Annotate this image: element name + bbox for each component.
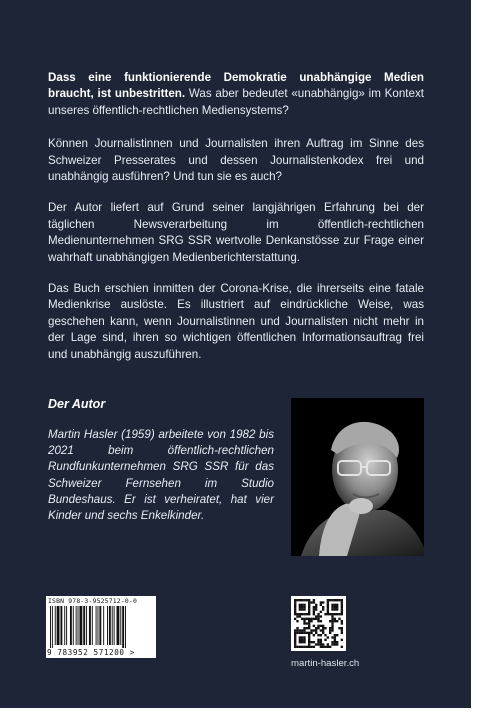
isbn-label: ISBN 978-3-9525712-0-0 [48,597,138,605]
blurb-paragraph-3: Der Autor liefert auf Grund seiner langjährigen Erfahrung bei der täglichen Newsverarbeitung im öffentlich-rechtlichen Medienunternehmen SRG SSR wertvolle Denkanstösse zur Frage einer wahrhaft unabhängigen Medienberichterstattung. [48,201,424,264]
qr-code-pattern [294,599,343,648]
barcode [46,596,156,658]
barcode-bars [50,606,152,648]
website-url[interactable]: martin-hasler.ch [291,658,360,669]
blurb-paragraph-2: Können Journalistinnen und Journalisten ihren Auftrag im Sinne des Schweizer Presserates und dessen Journalistenkodex frei und unabhängig ausführen? Und tun sie es auch? [48,137,424,184]
author-photo [291,398,424,556]
blurb-lead: Dass eine funktionierende Demokratie unabhängige Medien braucht, ist unbestritten. [48,71,424,101]
blurb-paragraph-4: Das Buch erschien inmitten der Corona-Krise, die ihrerseits eine fatale Medienkrise auslöste. Es illustriert auf eindrückliche Weise, was geschehen kann, wenn Journalistinnen und Journalisten nicht mehr in der Lage sind, ihren so wichtigen öffentlichen Informationsauftrag frei und unabhängig auszuführen. [48,282,424,361]
author-portrait-image [291,398,424,556]
blurb-paragraph-1 [48,70,424,119]
blurb-lead-rest: Was aber bedeutet «unabhängig» im Kontext unseres öffentlich-rechtlichen Mediensystems? [48,87,424,117]
author-heading: Der Autor [48,397,106,411]
barcode-number: 9 783952 571200 > [47,648,135,657]
author-bio: Martin Hasler (1959) arbeitete von 1982 bis 2021 beim öffentlich-rechtlichen Rundfunkunternehmen SRG SSR für das Schweizer Fernsehen im Studio Bundeshaus. Er ist verheiratet, hat vier Kinder und sechs Enkelkinder. [48,428,274,523]
blurb [48,70,424,378]
qr-code[interactable] [291,596,346,651]
